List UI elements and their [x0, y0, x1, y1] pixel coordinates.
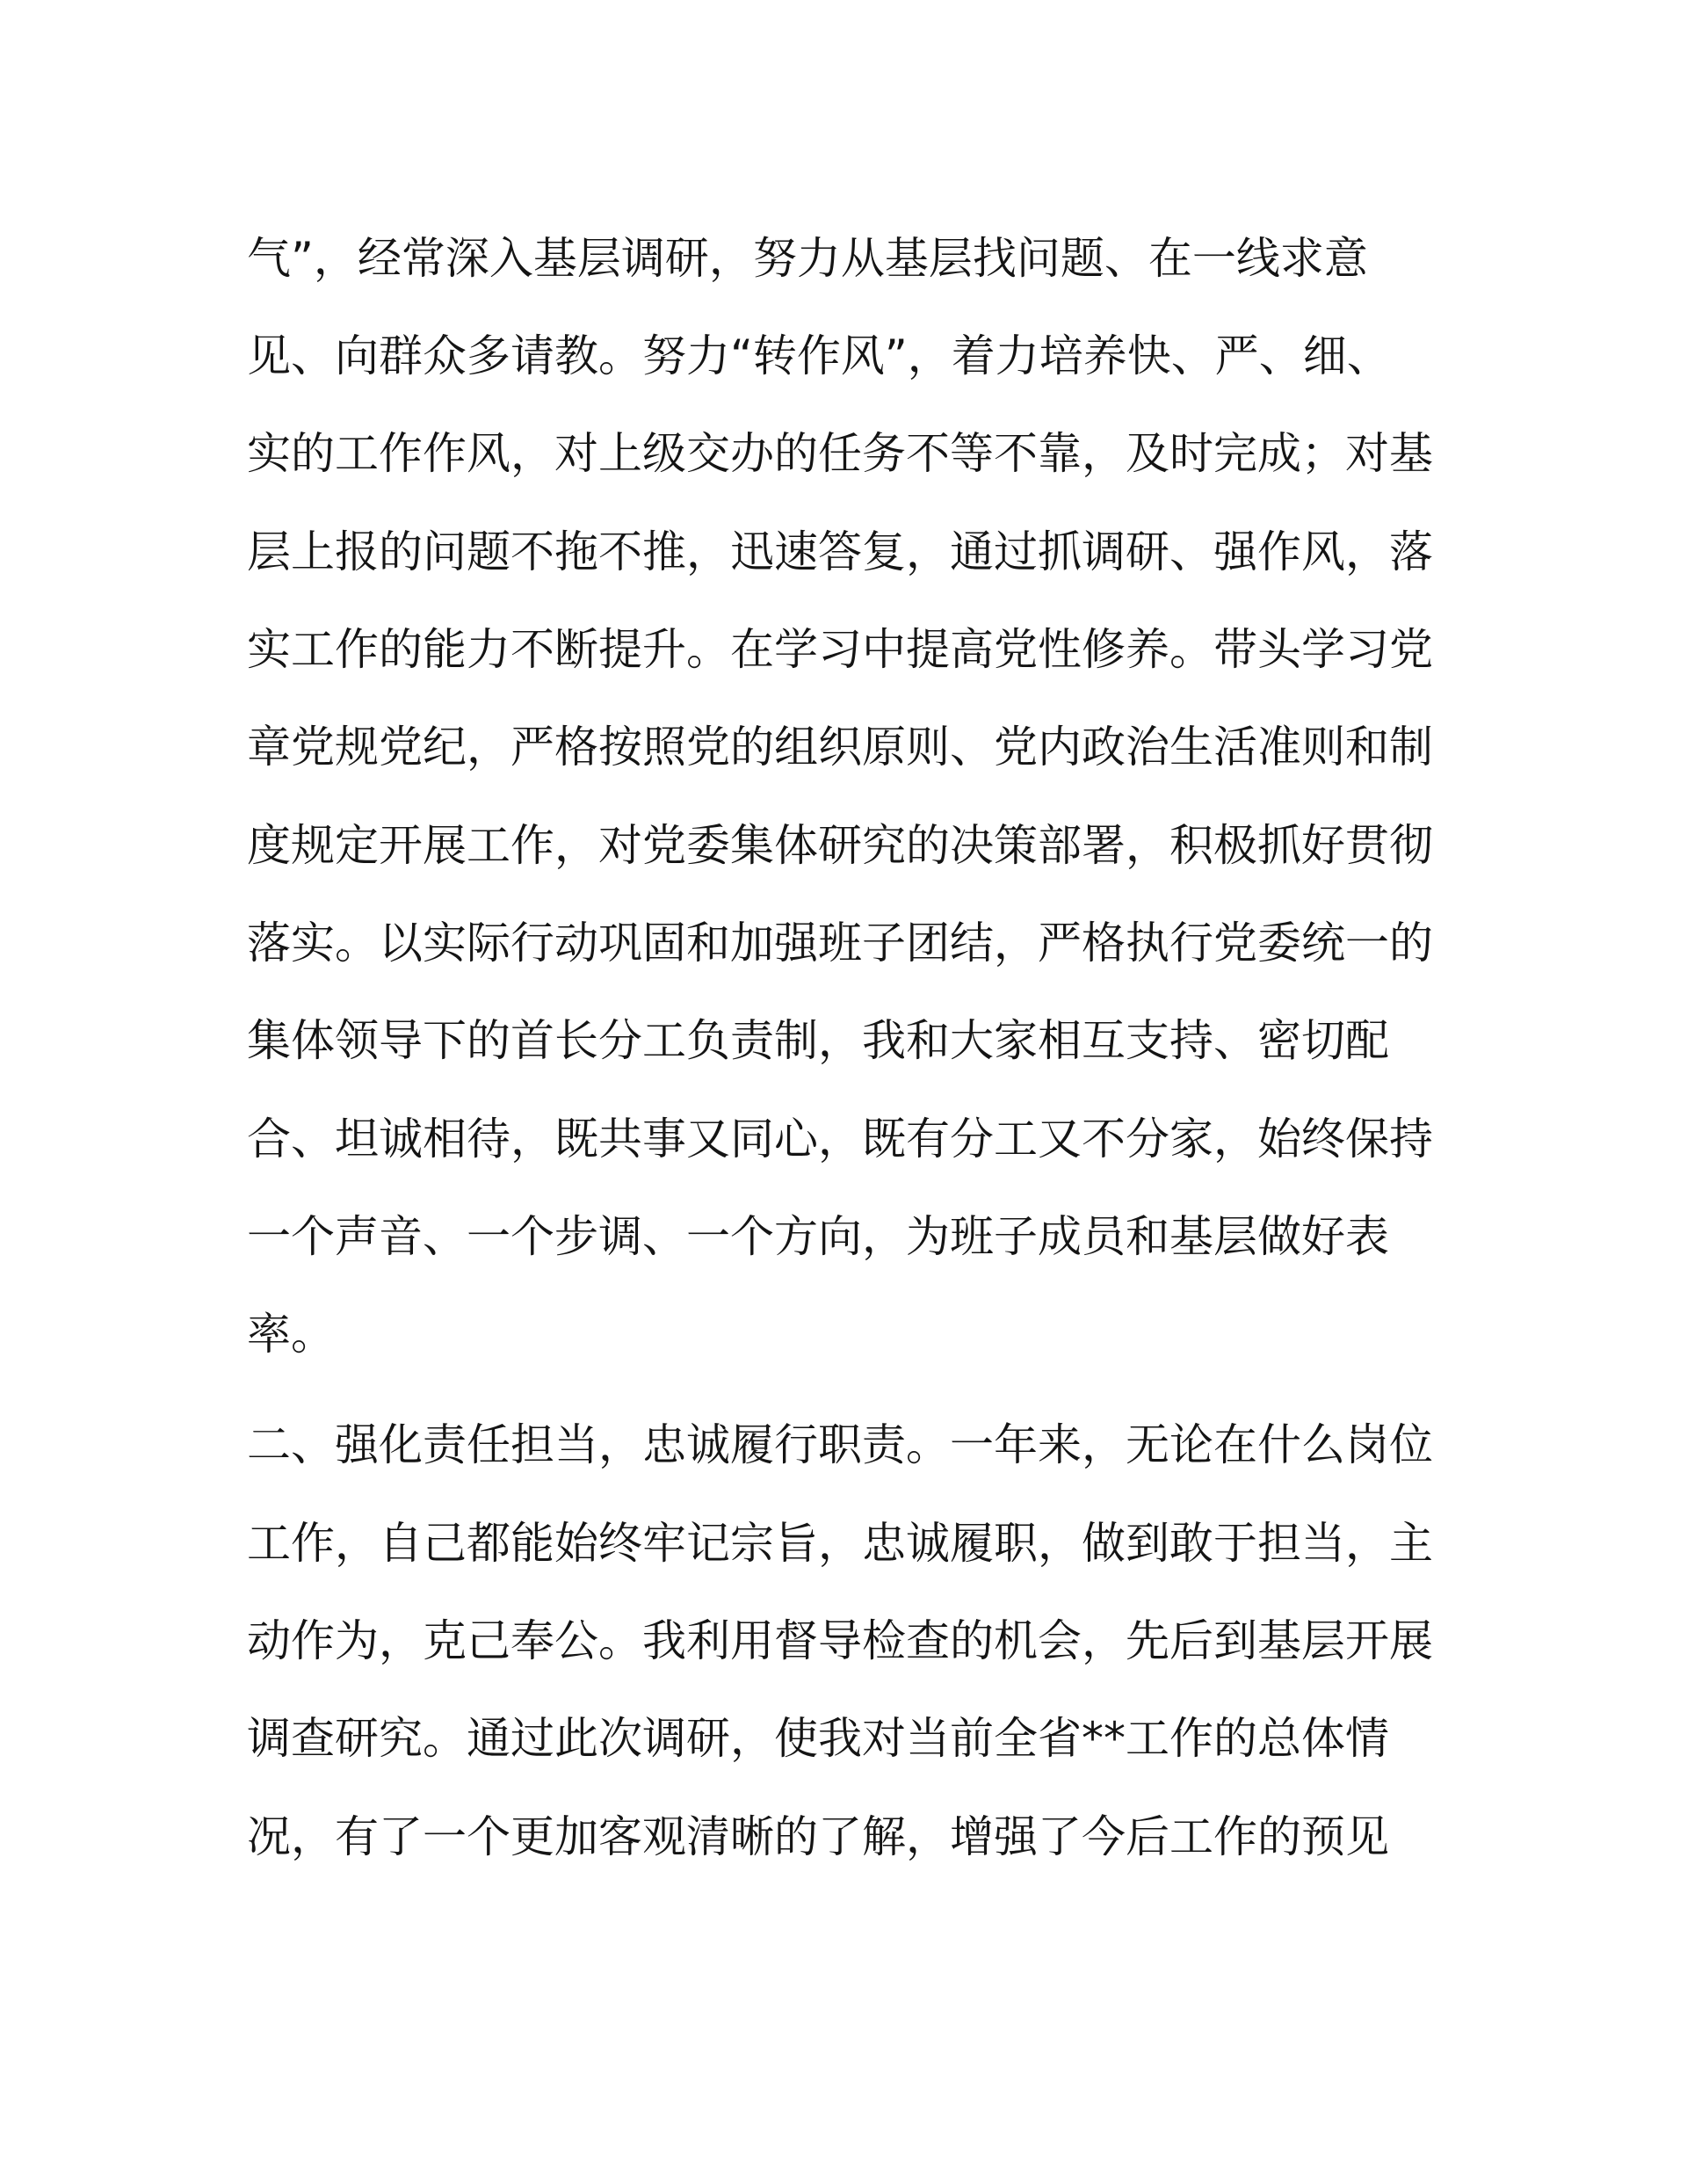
text-line: 合、坦诚相待，既共事又同心，既有分工又不分家，始终保持 [247, 1114, 1433, 1165]
text-line: 率。 [247, 1309, 335, 1360]
text-line: 二、强化责任担当，忠诚履行职责。一年来，无论在什么岗位 [247, 1419, 1433, 1470]
text-line: 章党规党纪，严格按照党的组织原则、党内政治生活准则和制 [247, 722, 1433, 773]
text-line: 度规定开展工作，对党委集体研究的决策部署，积极抓好贯彻 [247, 820, 1433, 871]
text-line: 见、向群众多请教。努力“转作风”，着力培养快、严、细、 [247, 330, 1391, 381]
text-line: 动作为，克己奉公。我利用督导检查的机会，先后到基层开展 [247, 1615, 1433, 1666]
text-line: 层上报的问题不拖不推，迅速答复，通过抓调研、强作风，落 [247, 526, 1433, 577]
text-line: 气”，经常深入基层调研，努力从基层找问题、在一线求意 [247, 233, 1368, 284]
text-line: 实工作的能力不断提升。在学习中提高党性修养。带头学习党 [247, 624, 1433, 675]
text-line: 集体领导下的首长分工负责制，我和大家相互支持、密切配 [247, 1015, 1389, 1066]
text-line: 况，有了一个更加客观清晰的了解，增强了今后工作的预见 [247, 1811, 1389, 1862]
text-line: 一个声音、一个步调、一个方向，为班子成员和基层做好表 [247, 1211, 1389, 1262]
text-line: 实的工作作风，对上级交办的任务不等不靠，及时完成；对基 [247, 428, 1433, 479]
text-line: 调查研究。通过此次调研，使我对当前全省**工作的总体情 [247, 1713, 1389, 1764]
text-line: 工作，自己都能始终牢记宗旨，忠诚履职，做到敢于担当，主 [247, 1518, 1433, 1569]
text-line: 落实。以实际行动巩固和加强班子团结，严格执行党委统一的 [247, 918, 1433, 969]
